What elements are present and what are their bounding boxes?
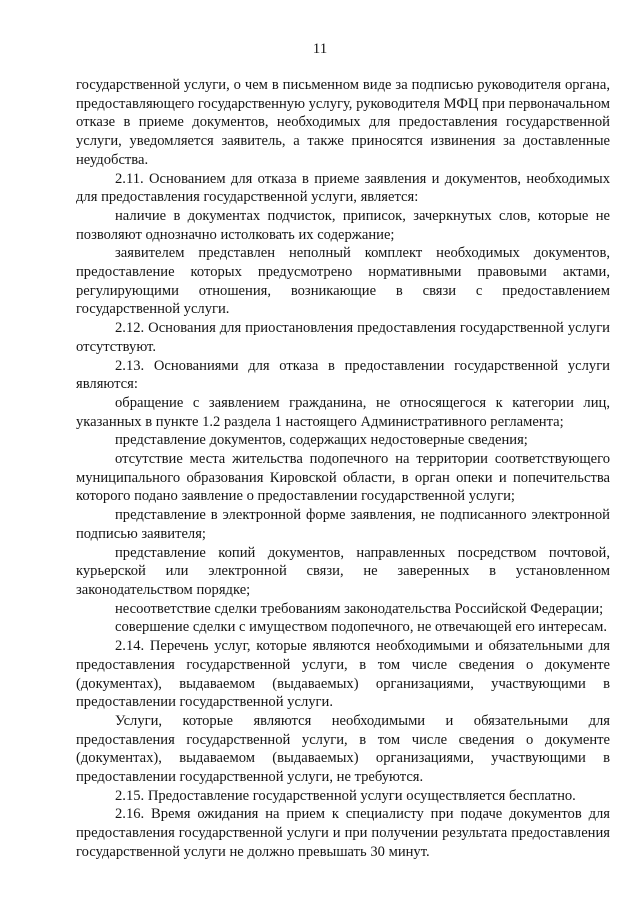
paragraph-services-note: Услуги, которые являются необходимыми и обязательными для предоставления государственной услуги, в том числе сведения о документе (документах), выдаваемом (выдаваемых) организациями, участвующими в предоставлении государственной услуги, не требуются. [76, 712, 610, 786]
paragraph-refusal-reason-2: заявителем представлен неполный комплект необходимых документов, предоставление которых предусмотрено нормативными правовыми актами, регулирующими отношения, возникающие в связи с предоставлением государственной услуги. [76, 245, 610, 318]
paragraph-denial-reason-3: отсутствие места жительства подопечного на территории соответствующего муниципального образования Кировской области, в орган опеки и попечительства которого подано заявление о предоставлении государственной услуги; [76, 451, 610, 505]
paragraph-denial-reason-5: представление копий документов, направленных посредством почтовой, курьерской или электронной связи, не заверенных в установленном законодательством порядке; [76, 544, 610, 598]
paragraph-denial-reason-7: совершение сделки с имуществом подопечного, не отвечающей его интересам. [115, 619, 608, 636]
paragraph-denial-reason-1: обращение с заявлением гражданина, не относящегося к категории лиц, указанных в пункте 1.2 раздела 1 настоящего Административного регламента; [76, 394, 610, 430]
paragraph-refusal-reason-1: наличие в документах подчисток, приписок, зачеркнутых слов, которые не позволяют однозначно истолковать их содержание; [76, 207, 610, 243]
paragraph-2-11: 2.11. Основанием для отказа в приеме заявления и документов, необходимых для предоставления государственной услуги, является: [76, 170, 610, 206]
paragraph-continuation: государственной услуги, о чем в письменном виде за подписью руководителя органа, предоставляющего государственную услугу, руководителя МФЦ при первоначальном отказе в приеме документов, необходимых для предоставления государственной услуги, уведомляется заявитель, а также приносятся извинения за доставленные неудобства. [76, 77, 610, 168]
document-body [76, 76, 610, 862]
paragraph-denial-reason-6: несоответствие сделки требованиям законодательства Российской Федерации; [115, 600, 604, 617]
paragraph-denial-reason-2: представление документов, содержащих недостоверные сведения; [115, 432, 528, 449]
paragraph-2-13: 2.13. Основаниями для отказа в предоставлении государственной услуги являются: [76, 357, 610, 393]
paragraph-2-12: 2.12. Основания для приостановления предоставления государственной услуги отсутствуют. [76, 320, 610, 355]
paragraph-2-14: 2.14. Перечень услуг, которые являются необходимыми и обязательными для предоставления государственной услуги, в том числе сведения о документе (документах), выдаваемом (выдаваемых) организациями, участвующими в предоставлении государственной услуги. [76, 638, 610, 711]
paragraph-2-16: 2.16. Время ожидания на прием к специалисту при подаче документов для предоставления государственной услуги и при получении результата предоставления государственной услуги не должно превышать 30 минут. [76, 806, 610, 860]
page-number: 11 [312, 41, 328, 57]
paragraph-2-15: 2.15. Предоставление государственной услуги осуществляется бесплатно. [115, 787, 576, 804]
paragraph-denial-reason-4: представление в электронной форме заявления, не подписанного электронной подписью заявителя; [76, 507, 610, 542]
